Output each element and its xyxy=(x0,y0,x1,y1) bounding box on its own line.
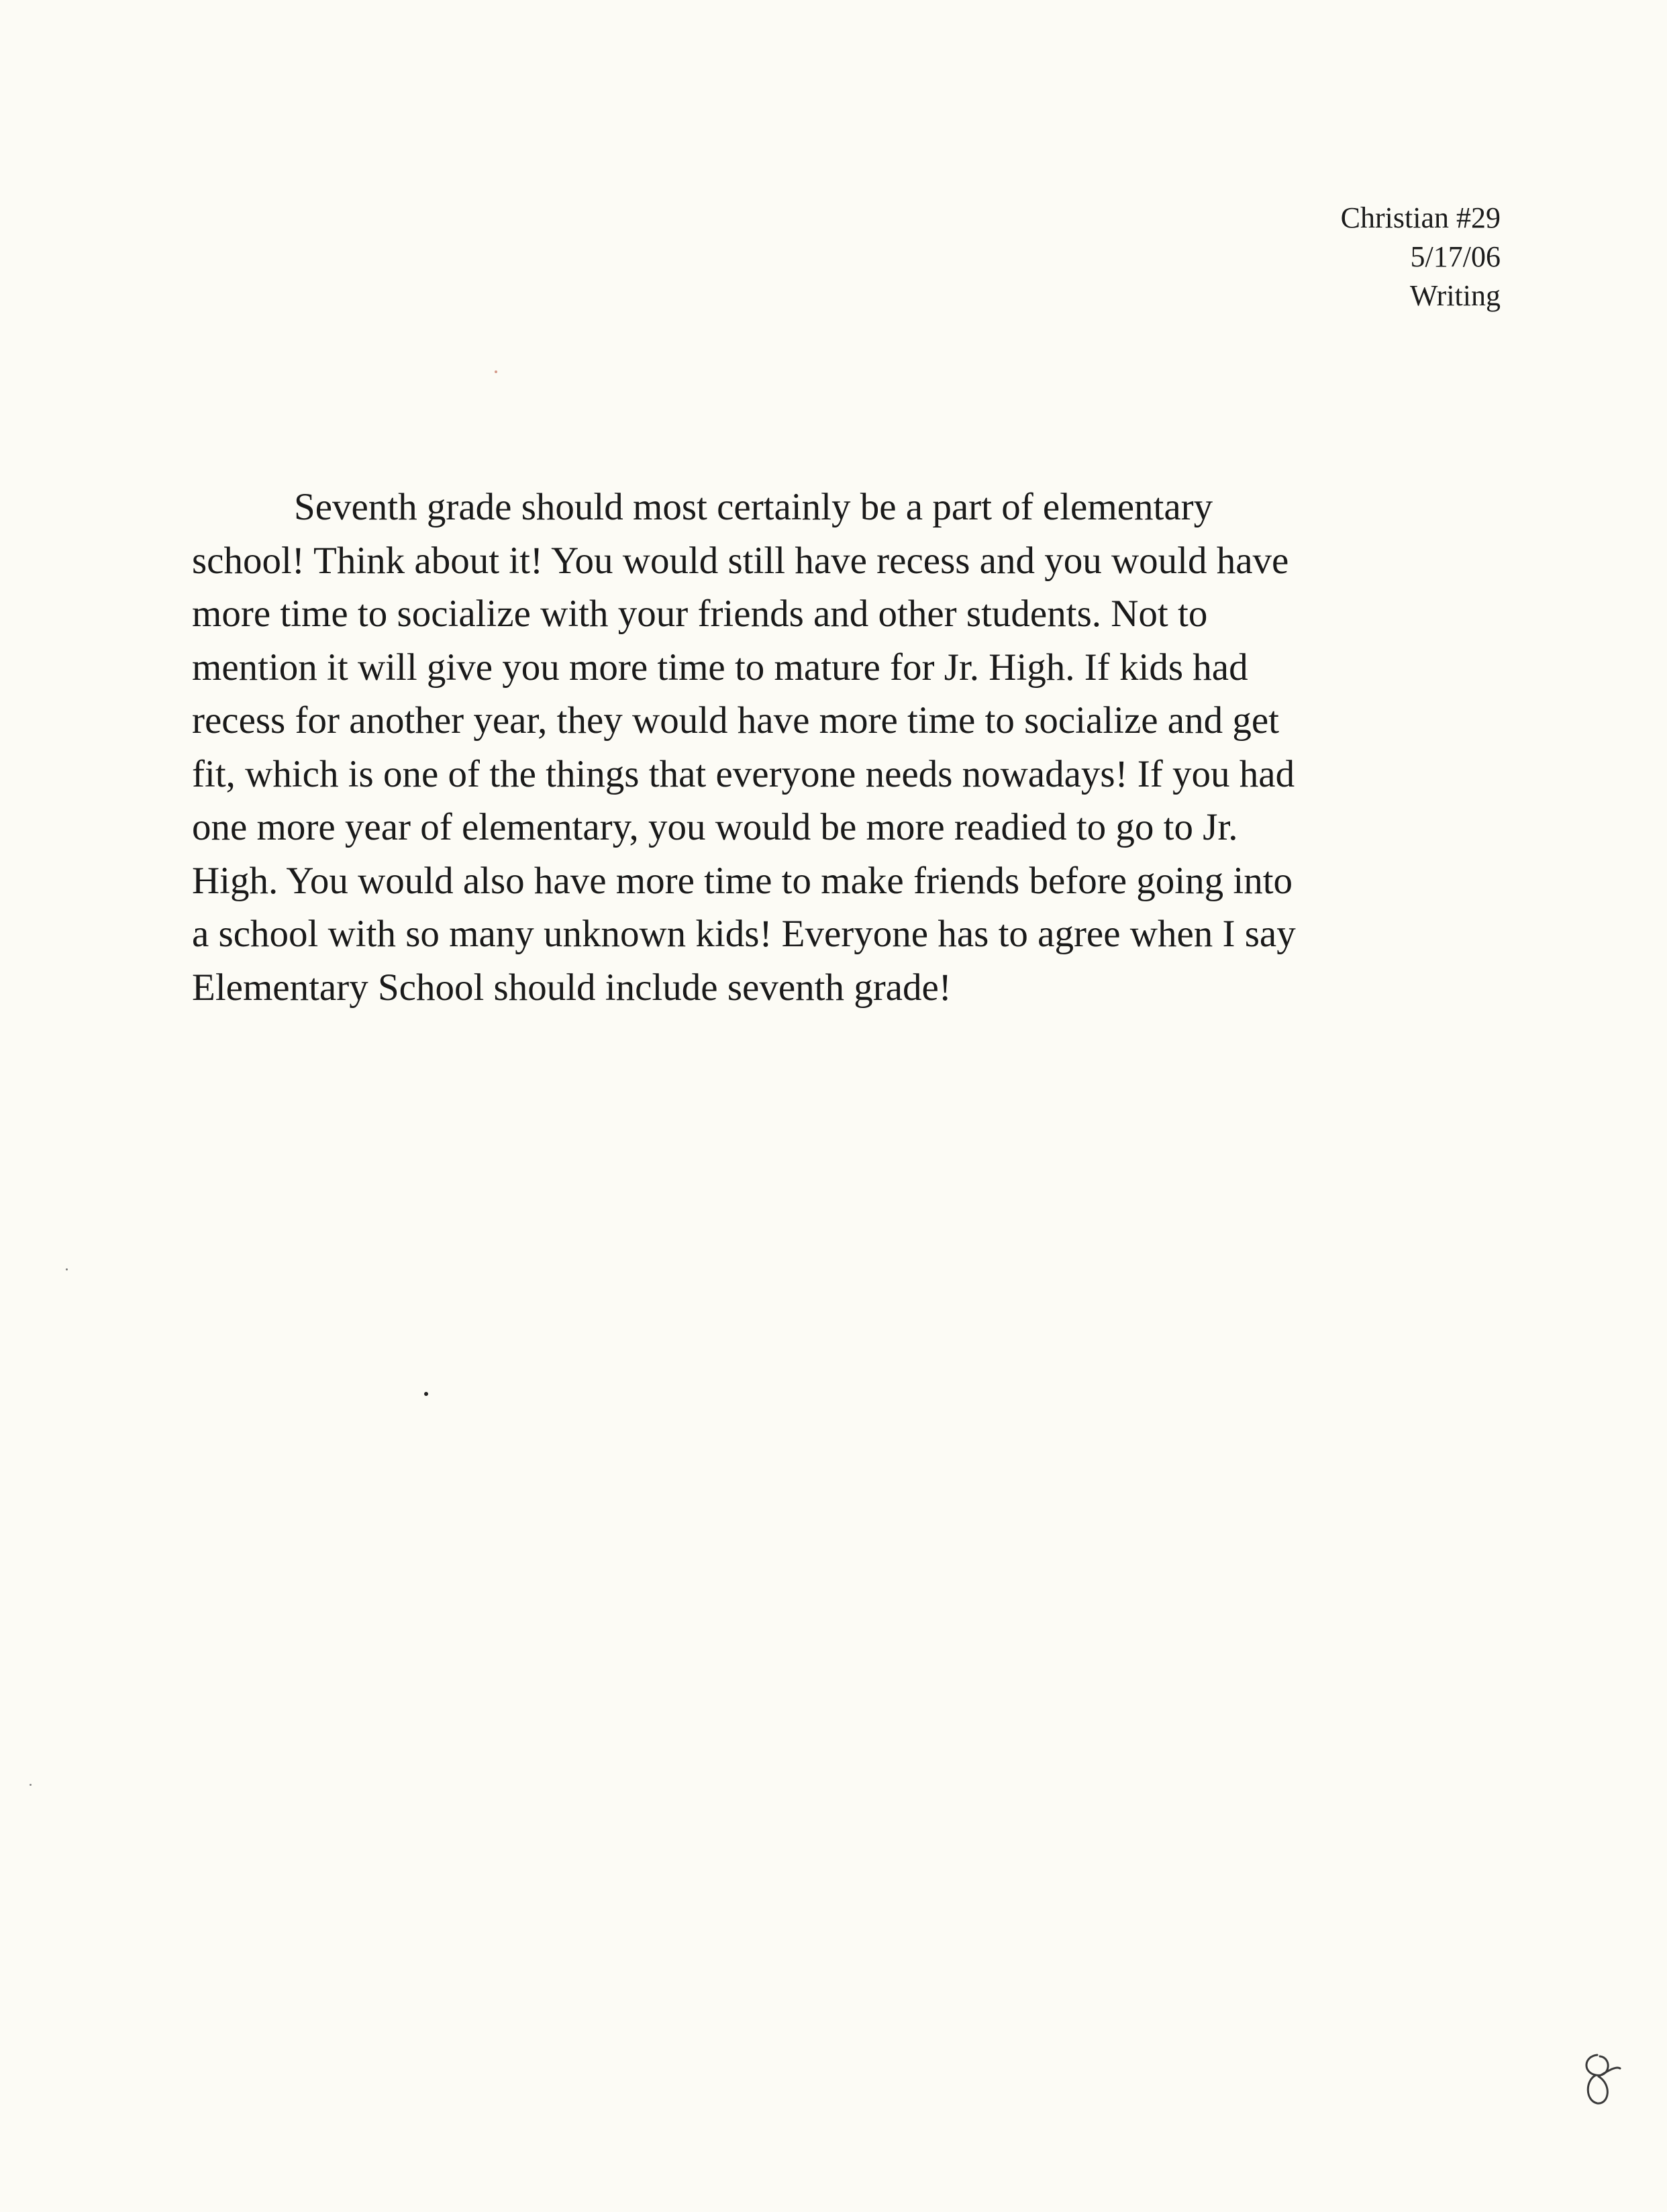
ink-speck xyxy=(30,1784,32,1786)
document-header xyxy=(1165,199,1501,315)
essay-line: Seventh grade should most certainly be a part of elementary xyxy=(294,486,1213,528)
document-subject: Writing xyxy=(1409,279,1501,312)
ink-speck xyxy=(424,1392,428,1396)
essay-line: High. You would also have more time to make friends before going into xyxy=(192,859,1293,902)
essay-line: recess for another year, they would have more time to socialize and get xyxy=(192,699,1279,742)
ink-speck xyxy=(66,1268,68,1270)
essay-paragraph xyxy=(192,481,1501,1014)
essay-line: fit, which is one of the things that everyone needs nowadays! If you had xyxy=(192,752,1295,795)
essay-line: more time to socialize with your friends and other students. Not to xyxy=(192,593,1208,635)
essay-line: school! Think about it! You would still have recess and you would have xyxy=(192,539,1289,582)
handwritten-mark-icon xyxy=(1570,2048,1624,2109)
essay-line: mention it will give you more time to mature for Jr. High. If kids had xyxy=(192,646,1248,689)
essay-line: one more year of elementary, you would be more readied to go to Jr. xyxy=(192,806,1238,848)
document-date: 5/17/06 xyxy=(1410,240,1501,273)
essay-line: a school with so many unknown kids! Everyone has to agree when I say xyxy=(192,913,1296,955)
essay-line: Elementary School should include seventh grade! xyxy=(192,966,952,1009)
student-name: Christian #29 xyxy=(1340,201,1501,234)
ink-speck xyxy=(495,370,497,373)
